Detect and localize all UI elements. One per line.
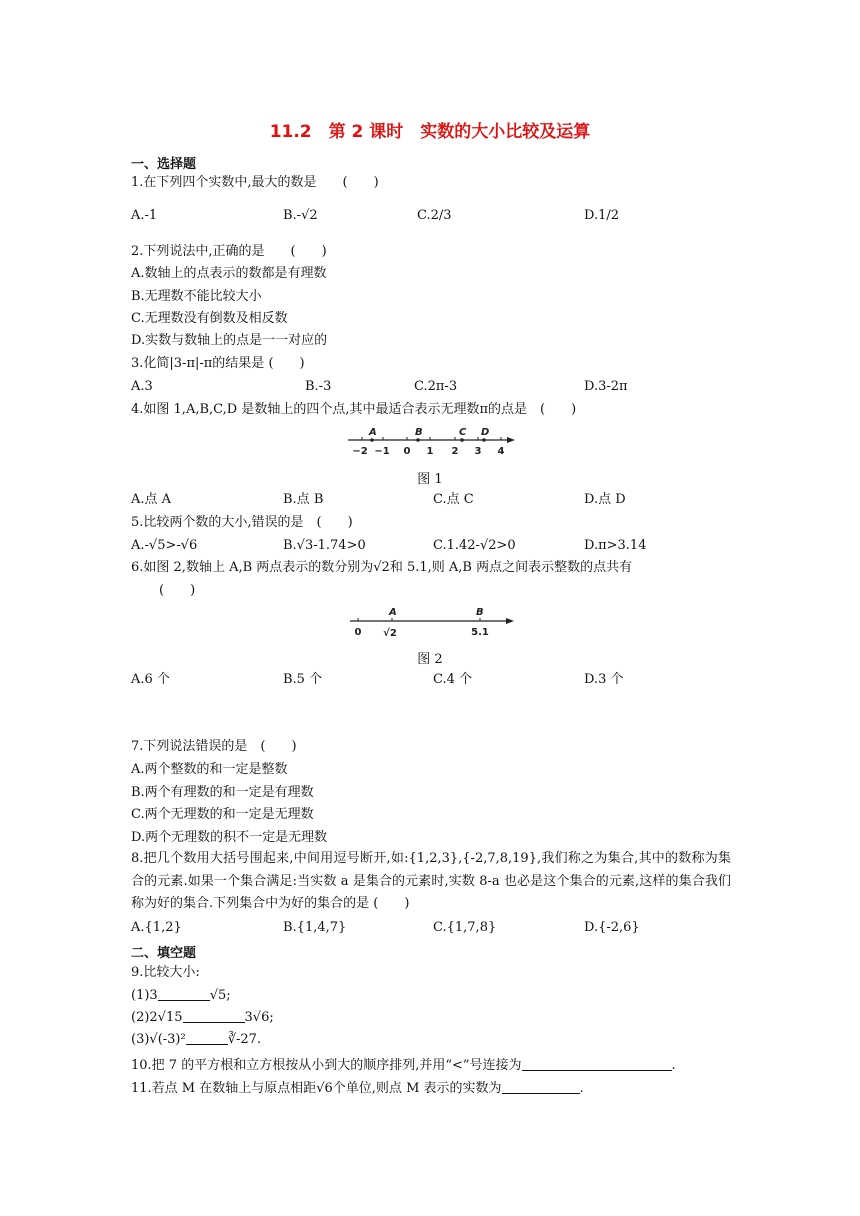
question-6-option-b: B.5 个	[283, 672, 323, 687]
q9-part-2-right: 3√6;	[244, 1010, 274, 1025]
question-3-option-c: C.2π-3	[414, 379, 458, 394]
answer-blank[interactable]	[186, 1031, 228, 1045]
question-8-option-a: A.{1,2}	[131, 920, 182, 935]
point-b-marker	[416, 438, 420, 442]
question-8-option-c: C.{1,7,8}	[433, 920, 497, 935]
point-a-label: A	[369, 427, 377, 438]
q9-part-1-right: √5;	[209, 988, 231, 1003]
q9-part-3-right: ∛-27.	[227, 1032, 262, 1047]
question-8-option-d: D.{-2,6}	[584, 920, 640, 935]
question-4-option-c: C.点 C	[433, 492, 474, 507]
question-9-part-3	[131, 1031, 261, 1049]
question-2-option-b: B.无理数不能比较大小	[131, 289, 262, 304]
question-4-option-d: D.点 D	[584, 492, 626, 507]
answer-blank[interactable]	[158, 987, 210, 1001]
page-title: 11.2 第 2 课时 实数的大小比较及运算	[269, 122, 591, 142]
tick-label: 1	[426, 446, 434, 457]
question-6-stem-line-2: ( )	[159, 583, 196, 598]
question-4-option-a: A.点 A	[131, 492, 172, 507]
question-2-option-c: C.无理数没有倒数及相反数	[131, 311, 288, 326]
answer-blank[interactable]	[183, 1009, 245, 1023]
question-7-option-b: B.两个有理数的和一定是有理数	[131, 785, 314, 800]
question-2-stem: 2.下列说法中,正确的是 ( )	[131, 244, 327, 259]
question-6-stem-line-1: 6.如图 2,数轴上 A,B 两点表示的数分别为√2和 5.1,则 A,B 两点之间表示整数的点共有	[131, 560, 633, 575]
figure-2-caption: 图 2	[417, 652, 443, 667]
question-3-stem: 3.化简|3-π|-π的结果是 ( )	[131, 356, 305, 371]
answer-blank[interactable]	[522, 1057, 672, 1071]
question-3-option-a: A.3	[131, 379, 153, 394]
point-d-marker	[482, 438, 486, 442]
question-5-stem: 5.比较两个数的大小,错误的是 ( )	[131, 515, 353, 530]
tick-label: 0	[403, 446, 411, 457]
question-11-end: .	[579, 1081, 584, 1096]
question-7-option-d: D.两个无理数的积不一定是无理数	[131, 830, 328, 845]
tick-label: 3	[474, 446, 482, 457]
tick-label: √2	[383, 628, 397, 639]
number-line-figure-1	[345, 425, 520, 461]
point-a-label: A	[389, 607, 397, 618]
point-b-label: B	[476, 607, 484, 618]
point-c-marker	[460, 438, 464, 442]
question-3-option-d: D.3-2π	[584, 379, 628, 394]
question-1-option-b: B.-√2	[283, 208, 318, 223]
question-10	[131, 1057, 676, 1075]
section-heading-choice: 一、选择题	[131, 157, 197, 172]
question-7-option-c: C.两个无理数的和一定是无理数	[131, 807, 314, 822]
point-b-label: B	[415, 427, 423, 438]
question-2-option-a: A.数轴上的点表示的数都是有理数	[131, 266, 327, 281]
point-d-label: D	[481, 427, 490, 438]
question-4-option-b: B.点 B	[283, 492, 324, 507]
question-1-option-a: A.-1	[131, 208, 158, 223]
number-line-figure-2	[345, 602, 520, 642]
question-5-option-a: A.-√5>-√6	[131, 538, 198, 553]
section-heading-fill: 二、填空题	[131, 946, 197, 961]
tick-label: 5.1	[471, 627, 489, 638]
question-5-option-c: C.1.42-√2>0	[433, 538, 516, 553]
question-10-stem: 10.把 7 的平方根和立方根按从小到大的顺序排列,并用“<”号连接为	[131, 1058, 522, 1073]
tick-label: −2	[352, 446, 368, 457]
tick-label: 0	[354, 627, 362, 638]
question-6-option-d: D.3 个	[584, 672, 624, 687]
question-9-stem: 9.比较大小:	[131, 965, 200, 980]
tick-label: 4	[497, 446, 505, 457]
question-8-option-b: B.{1,4,7}	[283, 920, 347, 935]
question-9-part-1	[131, 987, 231, 1005]
question-8-stem: 8.把几个数用大括号围起来,中间用逗号断开,如:{1,2,3},{-2,7,8,19},我们称之为集合,其中的数称为集合的元素.如果一个集合满足:当实数 a 是集合的元素时,实数 8-a 也必是这个集合的元素,这样的集合我们称为好的集合.下列集合中为好的集合的是 ( )	[131, 851, 731, 911]
question-2-option-d: D.实数与数轴上的点是一一对应的	[131, 333, 328, 348]
question-5-option-d: D.π>3.14	[584, 538, 647, 553]
question-11-stem: 11.若点 M 在数轴上与原点相距√6个单位,则点 M 表示的实数为	[131, 1081, 502, 1096]
q9-part-3-left: (3)√(-3)²	[131, 1032, 186, 1047]
answer-blank[interactable]	[502, 1080, 580, 1094]
question-1-stem: 1.在下列四个实数中,最大的数是 ( )	[131, 175, 379, 190]
tick-label: −1	[374, 446, 390, 457]
question-10-end: .	[671, 1058, 676, 1073]
point-c-label: C	[459, 427, 467, 438]
q9-part-1-left: (1)3	[131, 988, 158, 1003]
question-6-option-c: C.4 个	[433, 672, 473, 687]
question-1-option-c: C.2/3	[417, 208, 452, 223]
figure-1-caption: 图 1	[417, 472, 443, 487]
question-4-stem: 4.如图 1,A,B,C,D 是数轴上的四个点,其中最适合表示无理数π的点是 ( )	[131, 402, 577, 417]
q9-part-2-left: (2)2√15	[131, 1010, 183, 1025]
question-9-part-2	[131, 1009, 274, 1027]
tick-label: 2	[451, 446, 459, 457]
question-7-stem: 7.下列说法错误的是 ( )	[131, 739, 297, 754]
question-7-option-a: A.两个整数的和一定是整数	[131, 762, 288, 777]
question-6-option-a: A.6 个	[131, 672, 170, 687]
question-1-option-d: D.1/2	[584, 208, 620, 223]
point-a-marker	[370, 438, 374, 442]
question-11	[131, 1080, 584, 1098]
question-5-option-b: B.√3-1.74>0	[283, 538, 366, 553]
question-3-option-b: B.-3	[305, 379, 332, 394]
